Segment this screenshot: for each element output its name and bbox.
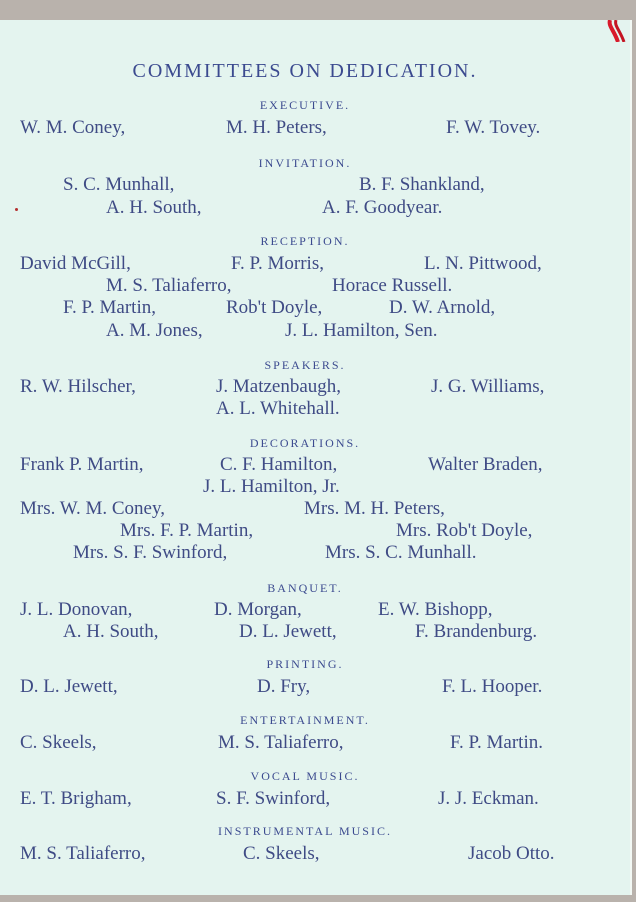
red-cord-icon	[590, 20, 630, 42]
member-name: Mrs. S. F. Swinford,	[73, 542, 228, 563]
speakers-line	[0, 398, 610, 422]
member-name: J. L. Donovan,	[20, 599, 133, 620]
reception-line	[0, 320, 610, 344]
printing-line	[0, 676, 610, 700]
member-name: D. L. Jewett,	[239, 621, 337, 642]
speakers-line	[0, 376, 610, 400]
decorations-line	[0, 454, 610, 478]
member-name: D. Morgan,	[214, 599, 302, 620]
heading-entertainment: ENTERTAINMENT.	[240, 713, 370, 727]
member-name: Jacob Otto.	[468, 843, 555, 864]
banquet-line	[0, 621, 610, 645]
member-name: C. F. Hamilton,	[220, 454, 338, 475]
decorations-line	[0, 498, 610, 522]
reception-line	[0, 253, 610, 277]
member-name: Mrs. F. P. Martin,	[120, 520, 254, 541]
member-name: Walter Braden,	[428, 454, 543, 475]
member-name: S. F. Swinford,	[216, 788, 331, 809]
banquet-line	[0, 599, 610, 623]
heading-printing: PRINTING.	[266, 657, 344, 671]
reception-line	[0, 275, 610, 299]
member-name: F. L. Hooper.	[442, 676, 543, 697]
heading-vocal-music: VOCAL MUSIC.	[250, 769, 360, 783]
member-name: C. Skeels,	[243, 843, 320, 864]
member-name: R. W. Hilscher,	[20, 376, 136, 397]
decorations-line	[0, 520, 610, 544]
member-name: A. F. Goodyear.	[322, 197, 443, 218]
heading-executive: EXECUTIVE.	[259, 98, 351, 112]
reception-line	[0, 297, 610, 321]
member-name: A. H. South,	[106, 197, 202, 218]
member-name: Mrs. W. M. Coney,	[20, 498, 165, 519]
heading-banquet: BANQUET.	[267, 581, 343, 595]
decorations-line	[0, 542, 610, 566]
member-name: J. G. Williams,	[431, 376, 545, 397]
member-name: D. W. Arnold,	[389, 297, 496, 318]
member-name: M. S. Taliaferro,	[20, 843, 146, 864]
entertainment-line	[0, 732, 610, 756]
member-name: D. Fry,	[257, 676, 311, 697]
invitation-line	[0, 174, 610, 198]
member-name: J. L. Hamilton, Jr.	[203, 476, 340, 497]
member-name: E. T. Brigham,	[20, 788, 132, 809]
member-name: B. F. Shankland,	[359, 174, 485, 195]
decorations-line	[0, 476, 610, 500]
member-name: A. L. Whitehall.	[216, 398, 340, 419]
instrumental-music-line	[0, 843, 610, 867]
member-name: J. L. Hamilton, Sen.	[285, 320, 438, 341]
program-page	[0, 20, 632, 895]
member-name: L. N. Pittwood,	[424, 253, 542, 274]
member-name: M. S. Taliaferro,	[218, 732, 344, 753]
member-name: F. P. Martin.	[450, 732, 543, 753]
member-name: F. P. Morris,	[231, 253, 324, 274]
heading-reception: RECEPTION.	[260, 234, 350, 248]
heading-decorations: DECORATIONS.	[249, 436, 361, 450]
member-name: F. P. Martin,	[63, 297, 156, 318]
page-title: COMMITTEES ON DEDICATION.	[132, 60, 478, 82]
member-name: Horace Russell.	[332, 275, 453, 296]
member-name: Mrs. Rob't Doyle,	[396, 520, 533, 541]
member-name: David McGill,	[20, 253, 131, 274]
member-name: Frank P. Martin,	[20, 454, 144, 475]
member-name: J. J. Eckman.	[438, 788, 539, 809]
executive-line	[0, 117, 610, 141]
member-name: M. H. Peters,	[226, 117, 327, 138]
member-name: Mrs. S. C. Munhall.	[325, 542, 477, 563]
member-name: F. W. Tovey.	[446, 117, 541, 138]
member-name: S. C. Munhall,	[63, 174, 175, 195]
member-name: A. H. South,	[63, 621, 159, 642]
member-name: Mrs. M. H. Peters,	[304, 498, 445, 519]
member-name: M. S. Taliaferro,	[106, 275, 232, 296]
member-name: D. L. Jewett,	[20, 676, 118, 697]
vocal-music-line	[0, 788, 610, 812]
member-name: F. Brandenburg.	[415, 621, 538, 642]
member-name: E. W. Bishopp,	[378, 599, 493, 620]
invitation-line	[0, 197, 610, 221]
heading-instrumental-music: INSTRUMENTAL MUSIC.	[218, 824, 392, 838]
member-name: C. Skeels,	[20, 732, 97, 753]
heading-invitation: INVITATION.	[258, 156, 352, 170]
member-name: J. Matzenbaugh,	[216, 376, 342, 397]
member-name: Rob't Doyle,	[226, 297, 323, 318]
heading-speakers: SPEAKERS.	[264, 358, 346, 372]
member-name: A. M. Jones,	[106, 320, 203, 341]
member-name: W. M. Coney,	[20, 117, 126, 138]
